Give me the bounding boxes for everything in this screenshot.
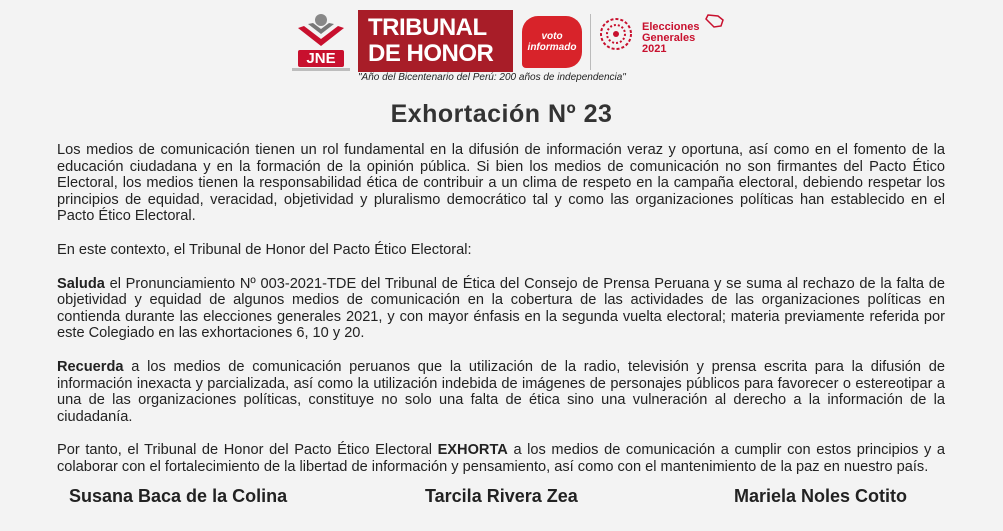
elecciones-line2: Generales [642, 32, 696, 44]
paragraph-intro: Los medios de comunicación tienen un rol fundamental en la difusión de información veraz y oportuna, así como en el fomento de la educación ciudadana y en la formación de la opinión pública. Si bien los medios de comunicación no son firmantes del Pacto Ético Electoral, los medios tienen la responsabilidad ética de contribuir a un clima de respeto en la campaña electoral, debiendo respetar los principios de equidad, veracidad, objetividad y pluralismo democrático tal y como las organizaciones políticas han establecido en el Pacto Ético Electoral. [57, 142, 945, 225]
bicentenario-logo [598, 16, 634, 66]
tribunal-de-honor-logo [358, 10, 513, 72]
recuerda-text: a los medios de comunicación peruanos que la utilización de la radio, televisión y prensa escrita para la difusión de información inexacta y parcializada, así como la utilización indebida de imágenes de personajes públicos para favorecer o estereotipar a una de las organizaciones políticas, constituye no solo una falta de ética sino una vulneración al derecho a la información de la ciudadanía. [57, 358, 945, 425]
exhorta-intro: Por tanto, el Tribunal de Honor del Pacto Ético Electoral [57, 442, 438, 459]
exhorta-keyword: EXHORTA [437, 442, 508, 459]
jne-logo [290, 10, 352, 72]
bicentenario-emblem-icon [598, 16, 634, 56]
peru-map-icon [704, 14, 726, 28]
signature-3: Mariela Noles Cotito [734, 486, 908, 506]
paragraph-recuerda [57, 359, 945, 425]
jne-label: JNE [298, 50, 344, 67]
signature-1: Susana Baca de la Colina [69, 486, 288, 506]
tribunal-line1: TRIBUNAL [368, 14, 487, 41]
saluda-text: el Pronunciamiento Nº 003-2021-TDE del Tribunal de Ética del Consejo de Prensa Peruana y se suma al rechazo de la falta de objetividad y equidad de algunos medios de comunicación en la cobertura de las actividades de las organizaciones políticas en contienda durante las elecciones generales 2021, y con mayor énfasis en la segunda vuelta electoral; materia previamente referida por este Colegiado en las exhortaciones 6, 10 y 20. [57, 275, 945, 342]
paragraph-context: En este contexto, el Tribunal de Honor del Pacto Ético Electoral: [57, 241, 472, 258]
voto-line2: informado [527, 42, 577, 53]
exhorta-text: a los medios de comunicación a cumplir con estos principios y a colaborar con el fortalecimiento de la libertad de información y pensamiento, así como con el mantenimiento de la paz en nuestro país. [57, 442, 946, 475]
bicentenary-motto: "Año del Bicentenario del Perú: 200 años de independencia" [358, 72, 626, 83]
jne-subtitle-line [292, 68, 350, 71]
elecciones-year: 2021 [642, 43, 667, 55]
paragraph-exhorta [57, 442, 945, 475]
voto-line1: voto [541, 31, 563, 42]
jne-emblem-icon [294, 12, 348, 50]
document-body [57, 142, 945, 493]
saluda-keyword: Saluda [57, 275, 105, 292]
document-title: Exhortación Nº 23 [390, 100, 613, 128]
tribunal-line2: DE HONOR [368, 40, 494, 67]
signature-2: Tarcila Rivera Zea [425, 486, 578, 506]
recuerda-keyword: Recuerda [57, 358, 124, 375]
paragraph-saluda [57, 276, 945, 342]
header-logos [290, 10, 730, 74]
elecciones-line1: Elecciones [642, 21, 700, 33]
voto-informado-logo [522, 16, 582, 68]
elecciones-generales-logo [642, 22, 732, 62]
signatures [0, 486, 1003, 510]
logo-divider [590, 14, 591, 70]
